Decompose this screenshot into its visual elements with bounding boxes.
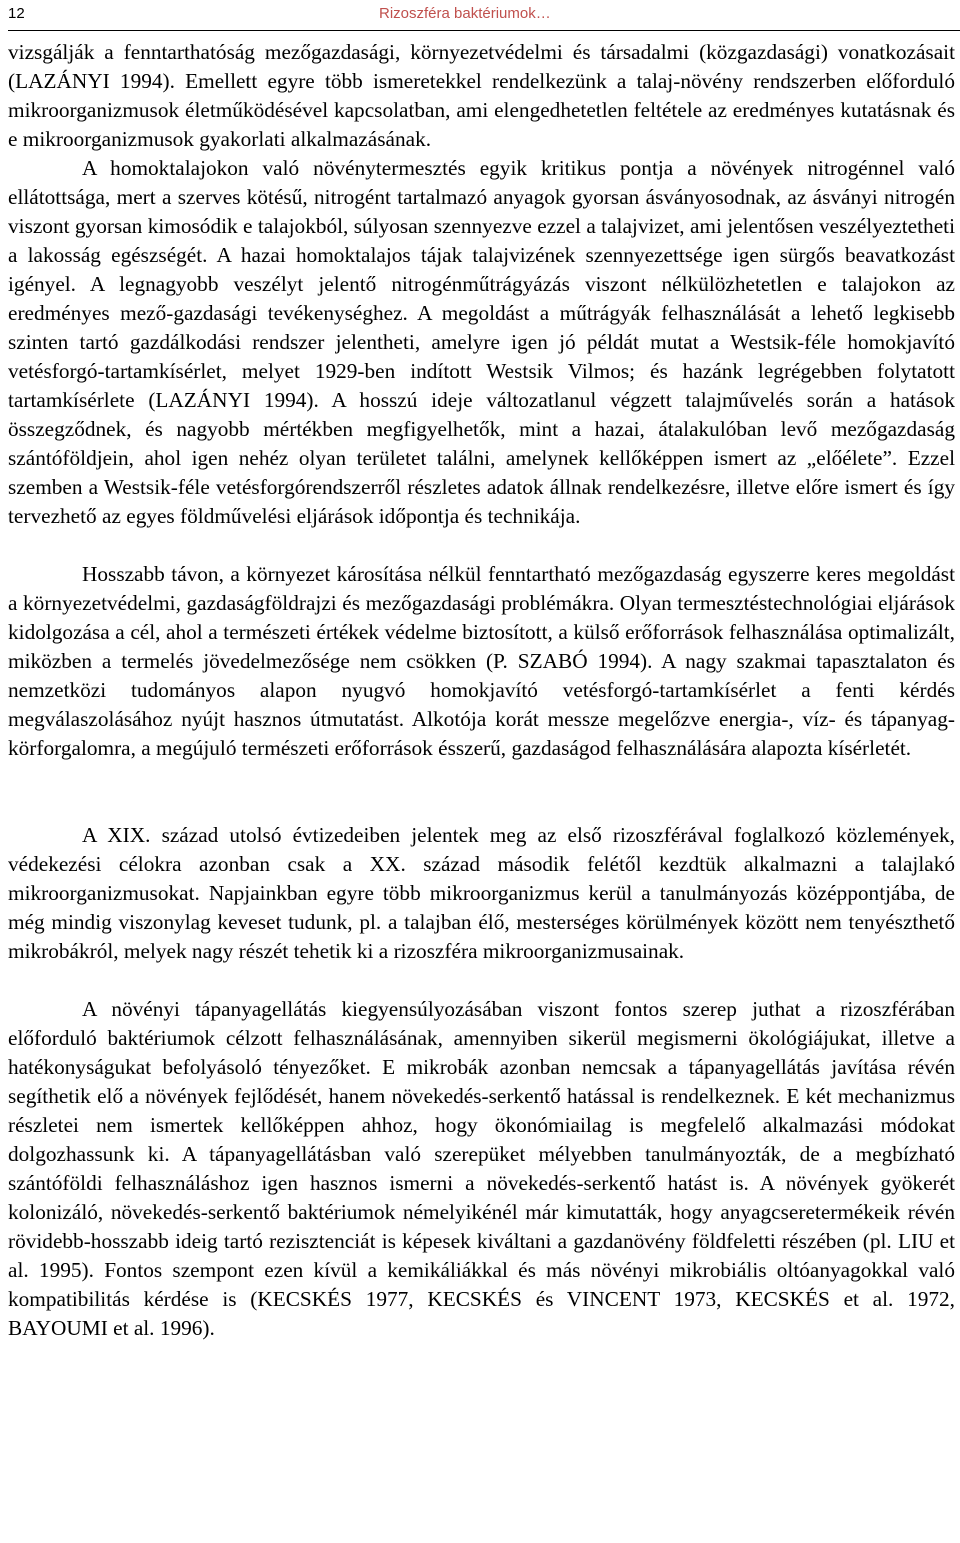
paragraph-2: A homoktalajokon való növénytermesztés egyik kritikus pontja a növények nitrogénnel való ellátottsága, mert a szerves kötésű, nitrogént tartalmazó anyagok gyorsan ásványosodnak, az ásványi nitrogén viszont gyorsan kimosódik e talajokból, súlyosan szennyezve ezzel a talajvizet, ami jelentősen veszélyeztetheti a lakosság egészségét. A hazai homoktalajos tájak talajvizének szennyezettsége igen sürgős beavatkozást igényel. A legnagyobb veszélyt jelentő nitrogénműtrágyázás viszont nélkülözhetetlen e talajokon az eredményes mező-gazdasági tevékenységhez. A megoldást a műtrágyák felhasználását a lehető legkisebb szinten tartó gazdálkodási rendszer jelentheti, amelyre igen jó példát mutat a Westsik-féle homokjavító vetésforgó-tartamkísérlet, melyet 1929-ben indított Westsik Vilmos; és hazánk legrégebben folytatott tartamkísérlete (LAZÁNYI 1994). A hosszú ideje változatlanul végzett talajművelés során a hatások összegződnek, és nagyobb mértékben megfigyelhetők, mint a hazai, átalakulóban levő mezőgazdaság szántóföldjein, ahol igen nehéz olyan területet találni, amelynek kellőképpen ismert az „előélete”. Ezzel szemben a Westsik-féle vetésforgórendszerről részletes adatok állnak rendelkezésre, illetve előre ismert és így tervezhető az egyes földművelési eljárások időpontja és technikája.	[8, 156, 955, 528]
paragraph-5: A növényi tápanyagellátás kiegyensúlyozásában viszont fontos szerep juthat a rizoszférában előforduló baktériumok célzott felhasználásának, amennyiben sikerül megismerni ökológiájukat, illetve a hatékonyságukat befolyásoló tényezőket. E mikrobák azonban nemcsak a tápanyagellátás javítása révén segíthetik elő a növények fejlődését, hanem növekedés-serkentő hatással is rendelkeznek. E két mechanizmus részletei nem ismertek kellőképpen ahhoz, hogy ökonómiailag is megfelelő alkalmazási módokat dolgozhassunk ki. A tápanyagellátásban való szerepüket mélyebben tanulmányozták, de a megbízható szántóföldi felhasználáshoz igen hasznos ismerni a növekedés-serkentő hatást is. A növények gyökerét kolonizáló, növekedés-serkentő baktériumok némelyikénél már kimutatták, hogy anyagcseretermékeik révén rövidebb-hosszabb ideig tartó rezisztenciát is képesek kiváltani a gazdanövény földfeletti részében (pl. LIU et al. 1995). Fontos szempont ezen kívül a kemikáliákkal és más növényi mikrobiális oltóanyagokkal való kompatibilitás kérdése is (KECSKÉS 1977, KECSKÉS és VINCENT 1973, KECSKÉS et al. 1972, BAYOUMI et al. 1996).	[8, 997, 955, 1340]
body-text	[8, 38, 955, 1343]
page-header	[8, 0, 960, 31]
paragraph-4: A XIX. század utolsó évtizedeiben jelentek meg az első rizoszférával foglalkozó közlemények, védekezési célokra azonban csak a XX. század második felétől kezdtük alkalmazni a talajlakó mikroorganizmusokat. Napjainkban egyre több mikroorganizmus kerül a tanulmányozás középpontjába, de még mindig viszonylag keveset tudunk, pl. a talajban élő, mesterséges körülmények között nem tenyészthető mikrobákról, melyek nagy részét tehetik ki a rizoszféra mikroorganizmusainak.	[8, 823, 955, 963]
running-title: Rizoszféra baktériumok…	[379, 5, 551, 22]
paragraph-1: vizsgálják a fenntarthatóság mezőgazdasági, környezetvédelmi és társadalmi (közgazdasági) vonatkozásait (LAZÁNYI 1994). Emellett egyre több ismeretekkel rendelkezünk a talaj-növény rendszerben előforduló mikroorganizmusok életműködésével kapcsolatban, ami elengedhetetlen feltétele az eredményes kutatásnak és e mikroorganizmusok gyakorlati alkalmazásának.	[8, 40, 955, 151]
page-number: 12	[8, 5, 25, 22]
paragraph-3: Hosszabb távon, a környezet károsítása nélkül fenntartható mezőgazdaság egyszerre keres megoldást a környezetvédelmi, gazdaságföldrajzi és mezőgazdasági problémákra. Olyan termesztéstechnológiai eljárások kidolgozása a cél, ahol a természeti értékek védelme biztosított, a külső erőforrások felhasználása optimalizált, miközben a termelés jövedelmezősége nem csökken (P. SZABÓ 1994). A nagy szakmai tapasztalaton és nemzetközi tudományos alapon nyugvó homokjavító vetésforgó-tartamkísérlet a fenti kérdés megválaszolásához nyújt hasznos útmutatást. Alkotója korát messze megelőzve energia-, víz- és tápanyag-körforgalomra, a megújuló természeti erőforrások ésszerű, gazdaságod felhasználására alapozta kísérletét.	[8, 562, 955, 760]
